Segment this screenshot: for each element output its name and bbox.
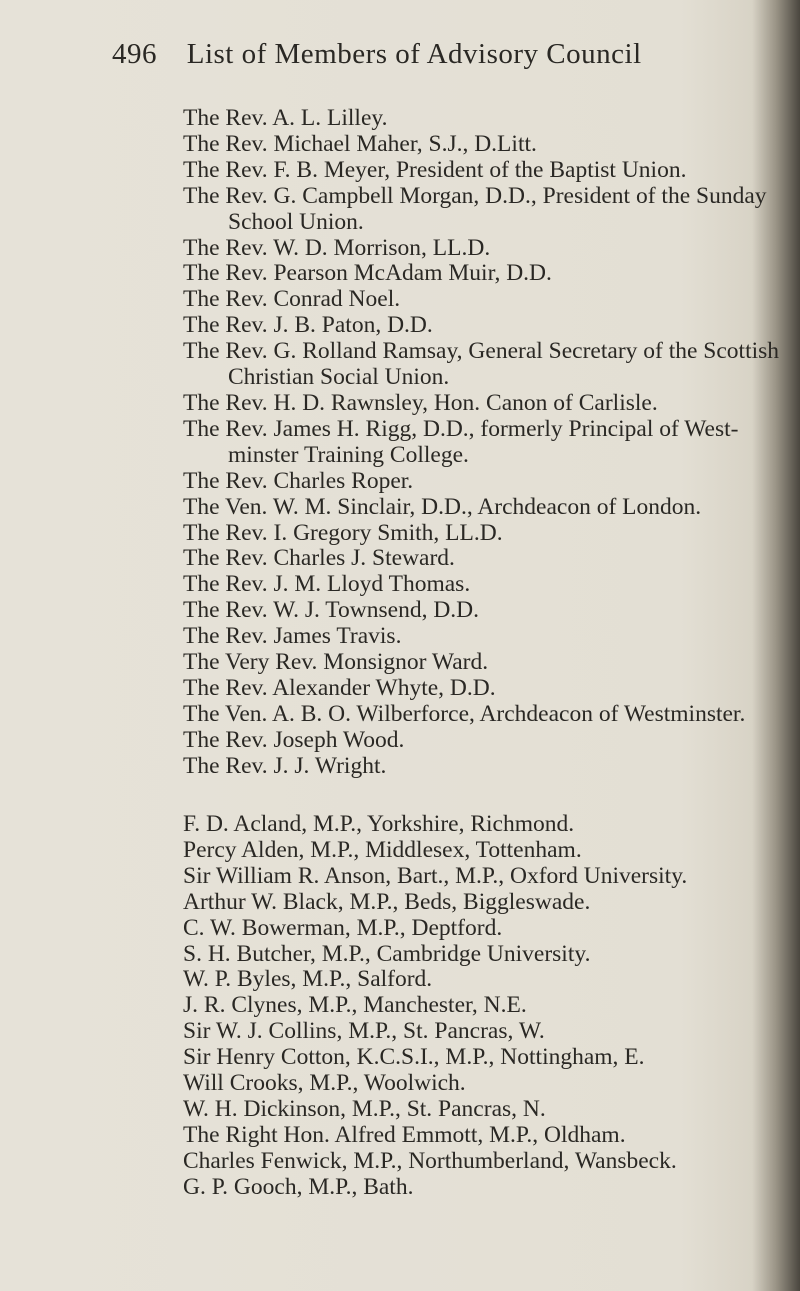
list-entry: W. P. Byles, M.P., Salford. [183,966,433,993]
list-entry: The Rev. G. Campbell Morgan, D.D., President of the Sunday [183,182,767,209]
list-entry: The Rev. I. Gregory Smith, LL.D. [183,519,503,546]
list-entry: The Rev. H. D. Rawnsley, Hon. Canon of Carlisle. [183,389,658,416]
list-entry: Sir William R. Anson, Bart., M.P., Oxford University. [183,862,688,889]
page-number: 496 [112,38,157,70]
list-entry: The Right Hon. Alfred Emmott, M.P., Oldham. [183,1121,626,1148]
list-entry: W. H. Dickinson, M.P., St. Pancras, N. [183,1095,546,1122]
list-entry: Will Crooks, M.P., Woolwich. [183,1070,466,1097]
list-entry: The Rev. J. J. Wright. [183,752,387,779]
list-entry: The Rev. F. B. Meyer, President of the Baptist Union. [183,156,687,183]
list-entry: Sir W. J. Collins, M.P., St. Pancras, W. [183,1018,545,1045]
list-entry: The Rev. James Travis. [183,623,402,650]
list-entry: The Rev. Charles J. Steward. [183,545,455,572]
list-entry: The Rev. J. M. Lloyd Thomas. [183,571,471,598]
list-entry: The Rev. G. Rolland Ramsay, General Secretary of the Scottish [183,338,780,365]
list-entry: The Rev. W. J. Townsend, D.D. [183,597,480,624]
list-entry: The Rev. A. L. Lilley. [183,105,388,131]
page-title: List of Members of Advisory Council [186,38,642,70]
list-entry: The Very Rev. Monsignor Ward. [183,649,489,676]
list-entry: F. D. Acland, M.P., Yorkshire, Richmond. [183,811,575,837]
list-entry: The Rev. Alexander Whyte, D.D. [183,674,496,701]
list-entry: The Ven. W. M. Sinclair, D.D., Archdeacon of London. [183,493,702,520]
list-entry: G. P. Gooch, M.P., Bath. [183,1173,414,1200]
list-entry: The Rev. Pearson McAdam Muir, D.D. [183,260,552,287]
list-entry: The Ven. A. B. O. Wilberforce, Archdeacon of Westminster. [183,700,746,727]
list-entry: J. R. Clynes, M.P., Manchester, N.E. [183,992,527,1019]
list-entry: minster Training College. [228,441,469,468]
members-list [183,812,783,1201]
list-entry: Charles Fenwick, M.P., Northumberland, Wansbeck. [183,1147,677,1174]
list-entry: Sir Henry Cotton, K.C.S.I., M.P., Nottingham, E. [183,1044,645,1071]
list-entry: The Rev. Michael Maher, S.J., D.Litt. [183,130,537,157]
list-entry: The Rev. Conrad Noel. [183,286,401,313]
list-entry: The Rev. James H. Rigg, D.D., formerly Principal of West- [183,415,739,442]
running-header [112,38,642,71]
list-entry: The Rev. Joseph Wood. [183,726,405,753]
list-entry: The Rev. W. D. Morrison, LL.D. [183,234,491,261]
list-entry: The Rev. Charles Roper. [183,467,414,494]
clergy-list [183,106,783,780]
list-entry: Christian Social Union. [228,364,450,391]
list-entry: Percy Alden, M.P., Middlesex, Tottenham. [183,836,582,863]
list-entry: C. W. Bowerman, M.P., Deptford. [183,914,503,941]
list-entry: The Rev. J. B. Paton, D.D. [183,312,433,339]
list-entry: S. H. Butcher, M.P., Cambridge University. [183,940,591,967]
list-entry: School Union. [228,208,364,235]
list-entry: Arthur W. Black, M.P., Beds, Biggleswade. [183,888,591,915]
